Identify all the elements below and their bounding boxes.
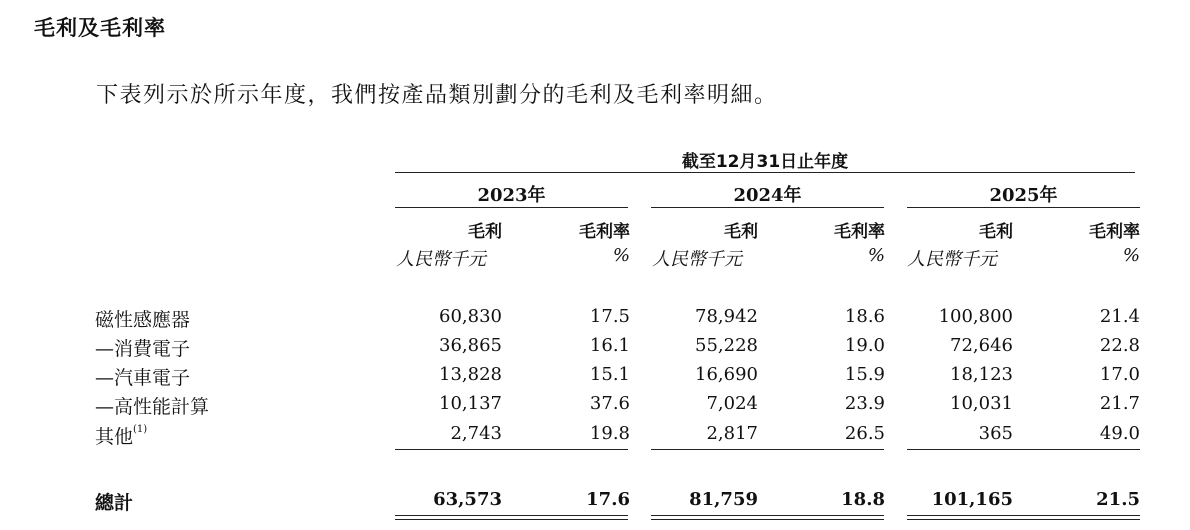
col-header-gross-profit: 毛利 bbox=[724, 222, 758, 242]
row-label: 磁性感應器 bbox=[95, 309, 191, 331]
total-cell: 18.8 bbox=[841, 489, 885, 510]
table-cell: 21.4 bbox=[1099, 306, 1140, 327]
table-cell: 26.5 bbox=[844, 423, 885, 444]
year-header: 2023年 bbox=[477, 185, 546, 206]
col-header-margin: 毛利率 bbox=[834, 222, 885, 242]
unit-rmb: 人民幣千元 bbox=[907, 249, 997, 270]
unit-percent: % bbox=[1122, 245, 1140, 266]
table-cell: 365 bbox=[978, 423, 1013, 444]
table-cell: 23.9 bbox=[844, 393, 885, 414]
total-cell: 63,573 bbox=[433, 489, 502, 510]
subtotal-line bbox=[395, 449, 628, 450]
table-cell: 7,024 bbox=[706, 393, 758, 414]
table-cell: 16,690 bbox=[695, 364, 758, 385]
total-double-line bbox=[395, 515, 628, 520]
year-underline bbox=[395, 207, 628, 208]
table-cell: 2,817 bbox=[706, 423, 758, 444]
table-cell: 72,646 bbox=[950, 335, 1013, 356]
table-cell: 13,828 bbox=[439, 364, 502, 385]
year-underline bbox=[907, 207, 1140, 208]
section-title: 毛利及毛利率 bbox=[34, 16, 166, 40]
table-cell: 18,123 bbox=[950, 364, 1013, 385]
row-label: 其他$^{(1)}$ bbox=[95, 424, 148, 448]
row-label: —汽車電子 bbox=[95, 367, 191, 389]
table-cell: 21.7 bbox=[1099, 393, 1140, 414]
intro-paragraph: 下表列示於所示年度，我們按產品類別劃分的毛利及毛利率明細。 bbox=[96, 83, 778, 108]
footnote-marker: (1) bbox=[133, 424, 148, 435]
subtotal-line bbox=[907, 449, 1140, 450]
year-header: 2024年 bbox=[733, 185, 802, 206]
table-cell: 15.1 bbox=[589, 364, 630, 385]
table-cell: 18.6 bbox=[844, 306, 885, 327]
row-label: —消費電子 bbox=[95, 338, 191, 360]
unit-rmb: 人民幣千元 bbox=[652, 249, 742, 270]
table-cell: 16.1 bbox=[589, 335, 630, 356]
table-cell: 19.8 bbox=[589, 423, 630, 444]
row-label: —高性能計算 bbox=[95, 396, 210, 418]
table-cell: 19.0 bbox=[844, 335, 885, 356]
year-header: 2025年 bbox=[989, 185, 1058, 206]
year-underline bbox=[651, 207, 884, 208]
table-cell: 10,031 bbox=[950, 393, 1013, 414]
table-cell: 60,830 bbox=[439, 306, 502, 327]
table-cell: 2,743 bbox=[450, 423, 502, 444]
total-cell: 101,165 bbox=[931, 489, 1013, 510]
table-cell: 55,228 bbox=[695, 335, 758, 356]
table-cell: 100,800 bbox=[938, 306, 1013, 327]
table-cell: 17.5 bbox=[589, 306, 630, 327]
subtotal-line bbox=[651, 449, 884, 450]
total-double-line bbox=[907, 515, 1140, 520]
unit-percent: % bbox=[612, 245, 630, 266]
table-cell: 22.8 bbox=[1099, 335, 1140, 356]
total-cell: 17.6 bbox=[586, 489, 630, 510]
total-double-line bbox=[651, 515, 884, 520]
period-underline bbox=[395, 172, 1135, 173]
table-cell: 10,137 bbox=[439, 393, 502, 414]
table-cell: 15.9 bbox=[844, 364, 885, 385]
table-cell: 36,865 bbox=[439, 335, 502, 356]
table-cell: 37.6 bbox=[589, 393, 630, 414]
unit-rmb: 人民幣千元 bbox=[396, 249, 486, 270]
table-cell: 49.0 bbox=[1099, 423, 1140, 444]
table-cell: 78,942 bbox=[695, 306, 758, 327]
table-cell: 17.0 bbox=[1099, 364, 1140, 385]
period-header: 截至12月31日止年度 bbox=[681, 152, 849, 172]
total-cell: 21.5 bbox=[1096, 489, 1140, 510]
total-cell: 81,759 bbox=[689, 489, 758, 510]
unit-percent: % bbox=[867, 245, 885, 266]
col-header-margin: 毛利率 bbox=[1089, 222, 1140, 242]
col-header-margin: 毛利率 bbox=[579, 222, 630, 242]
col-header-gross-profit: 毛利 bbox=[468, 222, 502, 242]
col-header-gross-profit: 毛利 bbox=[979, 222, 1013, 242]
total-label: 總計 bbox=[95, 492, 134, 514]
